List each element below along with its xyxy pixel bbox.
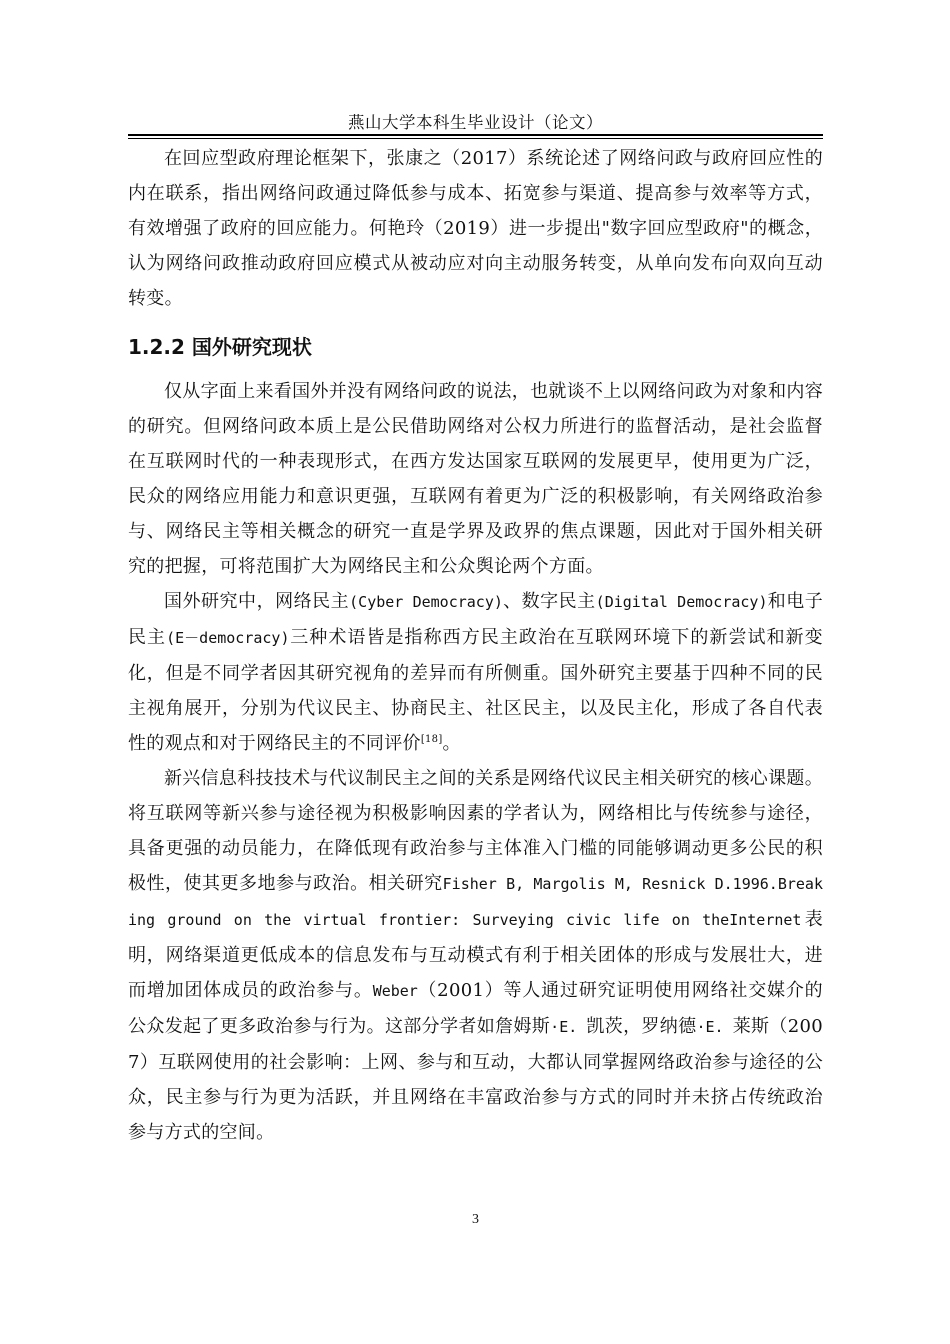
header-rule-thin [128,138,823,139]
text-span: 表明，网络渠道更低成本的信息发布与互动模式有利于相关团体的形成与发展壮大，进而增加团体成员的政治参与。 [128,909,823,1001]
text-span: （2001）等人通过研究证明使用网络社交媒介的公众发起了更多政治参与行为。这部分学者如詹姆斯 [128,980,823,1037]
term-e-democracy: (E－democracy) [166,629,290,647]
term-digital-democracy: (Digital Democracy) [595,593,768,611]
page-number: 3 [472,1212,479,1227]
text-span: 和电子民主 [128,591,824,648]
text-span: 。 [442,733,461,754]
text-span: 莱斯（2007）互联网使用的社会影响：上网、参与和互动，大都认同掌握网络政治参与途径的公众，民主参与行为更为活跃，并且网络在丰富政治参与方式的同时并未挤占传统政治参与方式的空间。 [128,1016,824,1143]
citation-marker: [18] [420,734,443,745]
header-rule-thick [128,134,823,136]
text-span: 三种术语皆是指称西方民主政治在互联网环境下的新尝试和新变化，但是不同学者因其研究视角的差异而有所侧重。国外研究主要基于四种不同的民主视角展开，分别为代议民主、协商民主、社区民主，以及民主化，形成了各自代表性的观点和对于网络民主的不同评价 [128,627,823,754]
reference-fisher: Fisher B, Margolis M, Resnick D.1996.Breaking ground on the virtual frontier: Surveying civic life on theInternet [128,875,823,929]
text-span: 凯茨，罗纳德 [586,1016,697,1037]
paragraph-foreign-overview: 仅从字面上来看国外并没有网络问政的说法，也就谈不上以网络问政为对象和内容的研究。但网络问政本质上是公民借助网络对公权力所进行的监督活动，是社会监督在互联网时代的一种表现形式，在西方发达国家互联网的发展更早，使用更为广泛，民众的网络应用能力和意识更强，互联网有着更为广泛的积极影响，有关网络政治参与、网络民主等相关概念的研究一直是学界及政界的焦点课题，因此对于国外相关研究的把握，可将范围扩大为网络民主和公众舆论两个方面。 [128,381,823,577]
page-header-title: 燕山大学本科生毕业设计（论文） [348,113,603,132]
paragraph-democracy-terms [128,584,823,761]
document-body [128,141,823,1150]
paragraph-responsive-government: 在回应型政府理论框架下，张康之（2017）系统论述了网络问政与政府回应性的内在联系，指出网络问政通过降低参与成本、拓宽参与渠道、提高参与效率等方式，有效增强了政府的回应能力。何艳玲（2019）进一步提出"数字回应型政府"的概念，认为网络问政推动政府回应模式从被动应对向主动服务转变，从单向发布向双向互动转变。 [128,148,823,309]
term-cyber-democracy: (Cyber Democracy) [349,593,503,611]
section-heading-foreign-research: 1.2.2 国外研究现状 [128,335,312,359]
reference-weber: Weber [372,982,418,1000]
text-span: 新兴信息科技技术与代议制民主之间的关系是网络代议民主相关研究的核心课题。将互联网等新兴参与途径视为积极影响因素的学者认为，网络相比与传统参与途径，具备更强的动员能力，在降低现有政治参与主体准入门槛的同能够调动更多公民的积极性，使其更多地参与政治。相关研究 [128,768,823,894]
name-initial: ·E. [550,1018,587,1036]
paragraph-representative-democracy [128,761,823,1150]
text-span: 国外研究中，网络民主 [164,591,350,612]
text-span: 、数字民主 [502,591,596,612]
name-initial: ·E. [696,1018,733,1036]
